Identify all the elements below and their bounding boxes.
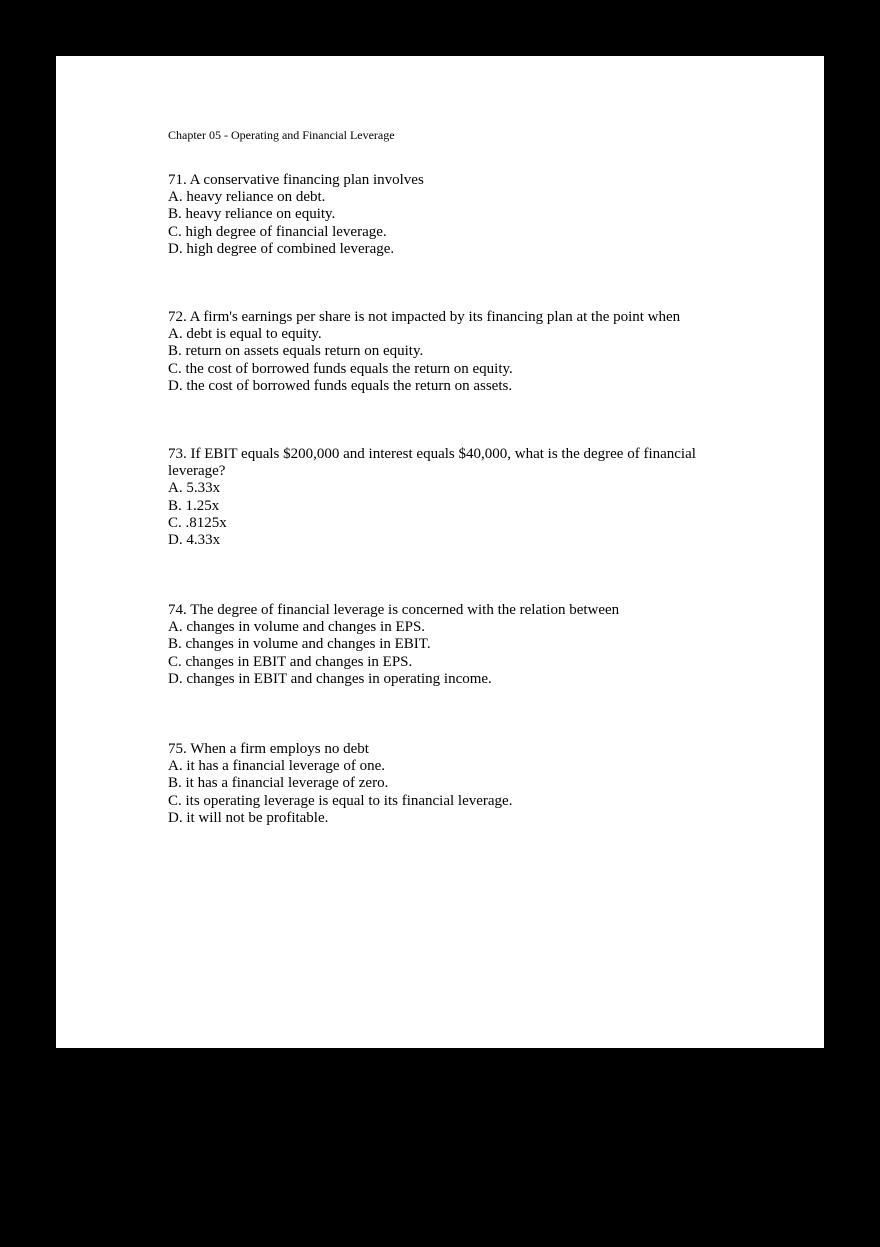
answer-option-d: D. 4.33x [168,532,221,549]
document-page [56,56,824,1048]
answer-option-a: A. changes in volume and changes in EPS. [168,619,426,636]
answer-option-d: D. changes in EBIT and changes in operating income. [168,670,492,687]
question-stem: 74. The degree of financial leverage is concerned with the relation between [168,602,620,618]
question-73 [168,446,698,549]
answer-option-b: B. heavy reliance on equity. [168,206,336,223]
answer-option-c: C. the cost of borrowed funds equals the return on equity. [168,360,513,377]
answer-option-b: B. 1.25x [168,497,220,514]
answer-option-a: A. debt is equal to equity. [168,326,322,343]
question-72 [168,309,708,395]
answer-option-b: B. changes in volume and changes in EBIT. [168,636,431,653]
question-75 [168,741,708,827]
answer-option-a: A. 5.33x [168,480,221,497]
answer-option-a: A. it has a financial leverage of one. [168,758,385,775]
question-stem: 75. When a firm employs no debt [168,741,369,757]
question-stem: 72. A firm's earnings per share is not impacted by its financing plan at the point when [168,309,681,325]
chapter-header: Chapter 05 - Operating and Financial Leverage [168,128,395,142]
answer-option-d: D. it will not be profitable. [168,809,329,826]
question-71 [168,172,708,258]
answer-option-b: B. it has a financial leverage of zero. [168,775,389,792]
answer-option-c: C. .8125x [168,514,227,531]
question-74 [168,602,708,688]
answer-option-d: D. the cost of borrowed funds equals the return on assets. [168,377,513,394]
answer-option-d: D. high degree of combined leverage. [168,240,395,257]
answer-option-c: C. changes in EBIT and changes in EPS. [168,653,413,670]
answer-option-b: B. return on assets equals return on equity. [168,343,424,360]
answer-option-c: C. high degree of financial leverage. [168,223,387,240]
question-stem: 73. If EBIT equals $200,000 and interest equals $40,000, what is the degree of financial leverage? [168,446,696,480]
answer-option-c: C. its operating leverage is equal to its financial leverage. [168,792,513,809]
answer-option-a: A. heavy reliance on debt. [168,189,326,206]
question-stem: 71. A conservative financing plan involves [168,172,424,188]
